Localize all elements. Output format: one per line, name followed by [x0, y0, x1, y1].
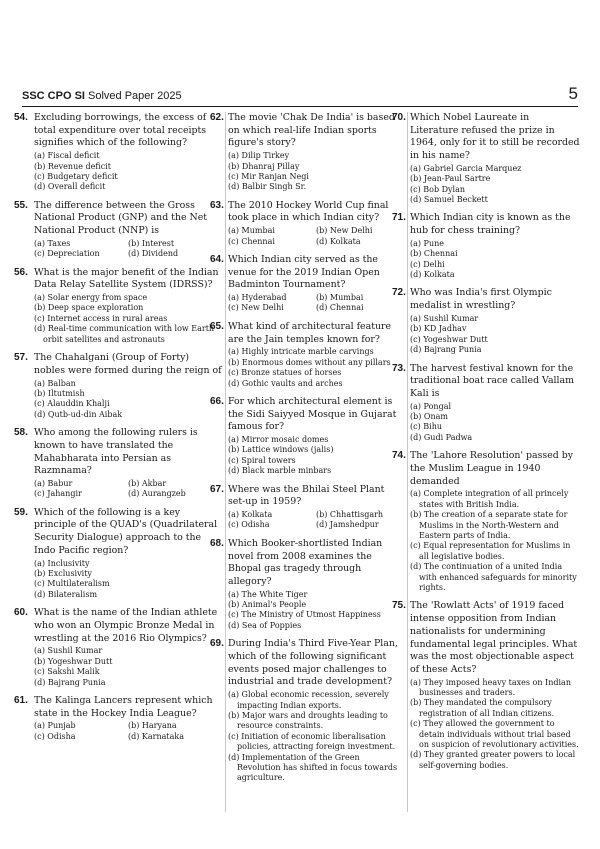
question-text: The 'Lahore Resolution' passed by the Muslim League in 1940 demanded — [410, 450, 574, 487]
page-header — [22, 86, 578, 104]
options-list — [34, 646, 222, 688]
answer-option: (a) Global economic recession, severely impacting Indian exports. — [228, 690, 389, 710]
question-item — [392, 287, 580, 355]
answer-option: (d) Bilateralism — [34, 589, 98, 599]
options-list — [34, 479, 222, 500]
column-3 — [392, 112, 580, 813]
answer-option: (c) Chennai — [228, 236, 275, 246]
answer-option: (a) Punjab — [34, 721, 76, 731]
question-number: 75. — [392, 600, 406, 612]
answer-option: (c) Bob Dylan — [410, 184, 466, 194]
answer-option: (d) Jamshedpur — [316, 520, 379, 530]
answer-option: (d) Black marble minbars — [228, 466, 332, 476]
question-item — [210, 253, 404, 314]
question-item — [210, 395, 404, 477]
answer-option: (c) Multilateralism — [34, 579, 110, 589]
question-item — [210, 537, 404, 631]
question-row — [210, 199, 404, 225]
question-text: What is the major benefit of the Indian Data Relay Satellite System (IDRSS)? — [34, 266, 219, 291]
question-text: During India's Third Five-Year Plan, which of the following significant events posed major challenges to industrial and trade development? — [228, 638, 398, 688]
paper-name: Solved Paper 2025 — [88, 90, 182, 102]
answer-option: (c) Spiral towers — [228, 455, 296, 465]
answer-option: (d) Implementation of the Green Revolution has shifted in focus towards agriculture. — [228, 752, 398, 783]
question-row — [392, 450, 580, 488]
options-list — [34, 721, 222, 742]
question-item — [14, 506, 222, 600]
question-number: 59. — [14, 506, 28, 518]
question-row — [210, 253, 404, 292]
answer-option: (d) The continuation of a united India with enhanced safeguards for minority rights. — [410, 562, 577, 592]
question-number: 55. — [14, 199, 28, 211]
answer-option: (c) Odisha — [228, 520, 270, 530]
answer-option: (b) They mandated the compulsory registration of all Indian citizens. — [410, 698, 555, 718]
question-text: Which Indian city is known as the hub for chess training? — [410, 212, 571, 237]
question-text: The movie 'Chak De India' is based on which real-life Indian sports figure's story? — [228, 112, 395, 149]
question-text: Who among the following rulers is known to have translated the Mahabharata into Persian as Razmnama? — [34, 427, 198, 477]
question-text: What kind of architectural feature are the Jain temples known for? — [228, 320, 392, 345]
answer-option: (b) Major wars and droughts leading to resource constraints. — [228, 710, 388, 731]
question-item — [14, 427, 222, 500]
answer-option: (a) Balban — [34, 378, 76, 388]
answer-option: (a) Babur — [34, 478, 73, 488]
answer-option: (c) The Ministry of Utmost Happiness — [228, 610, 381, 620]
answer-option: (c) Depreciation — [34, 249, 100, 259]
answer-option: (b) Interest — [128, 238, 175, 248]
question-item — [392, 450, 580, 593]
question-row — [210, 537, 404, 589]
options-list — [410, 314, 580, 356]
answer-option: (a) Pune — [410, 238, 444, 248]
options-list — [228, 226, 404, 247]
question-item — [210, 199, 404, 247]
answer-option: (b) Exclusivity — [34, 568, 92, 578]
question-item — [210, 483, 404, 531]
question-number: 64. — [210, 253, 224, 265]
question-item — [210, 320, 404, 389]
options-list — [228, 435, 404, 477]
options-list — [34, 559, 222, 601]
answer-option: (a) Dilip Tirkey — [228, 151, 290, 161]
question-item — [14, 266, 222, 345]
answer-option: (b) Mumbai — [316, 293, 364, 303]
answer-option: (c) Bihu — [410, 422, 443, 432]
answer-option: (b) Lattice windows (jalis) — [228, 445, 334, 455]
answer-option: (c) Budgetary deficit — [34, 171, 118, 181]
question-text: Which of the following is a key principle of the QUAD's (Quadrilateral Security Dialogue) approach to the Indo Pacific region? — [34, 506, 218, 556]
options-list — [228, 151, 404, 193]
answer-option: (b) Enormous domes without any pillars — [228, 357, 391, 367]
answer-option: (b) Iltutmish — [34, 388, 85, 398]
options-list — [34, 379, 222, 421]
answer-option: (c) Jahangir — [34, 489, 82, 499]
answer-option: (b) Akbar — [128, 478, 167, 488]
question-row — [392, 212, 580, 237]
question-number: 71. — [392, 212, 406, 224]
question-number: 54. — [14, 112, 28, 123]
question-item — [14, 694, 222, 742]
answer-option: (d) Bajrang Punia — [34, 677, 106, 687]
answer-option: (b) Onam — [410, 412, 448, 422]
question-text: Which Booker-shortlisted Indian novel from 2008 examines the Bhopal gas tragedy through allegory? — [228, 537, 383, 587]
answer-option: (a) Inclusivity — [34, 558, 90, 568]
answer-option: (a) The White Tiger — [228, 589, 308, 599]
question-text: The 'Rowlatt Acts' of 1919 faced intense opposition from Indian nationalists for undermining fundamental legal principles. What was the most objectionable aspect of these Acts? — [410, 600, 578, 675]
page-number: 5 — [568, 84, 578, 103]
answer-option: (d) Qutb-ud-din Aibak — [34, 409, 123, 419]
options-list — [228, 510, 404, 531]
question-text: The harvest festival known for the traditional boat race called Vallam Kali is — [410, 362, 575, 399]
series-name: SSC CPO SI — [22, 90, 85, 102]
question-row — [210, 638, 404, 689]
answer-option: (a) Pongal — [410, 401, 452, 411]
question-text: The Chahalgani (Group of Forty) nobles were formed during the reign of — [34, 352, 222, 376]
answer-option: (a) Highly intricate marble carvings — [228, 347, 374, 357]
question-item — [14, 607, 222, 688]
answer-option: (d) Chennai — [316, 303, 364, 313]
question-number: 63. — [210, 199, 224, 211]
question-row — [14, 352, 222, 377]
question-text: Who was India's first Olympic medalist in wrestling? — [410, 287, 552, 312]
options-list — [228, 590, 404, 632]
question-row — [14, 694, 222, 720]
answer-option: (c) Equal representation for Muslims in all legislative bodies. — [410, 541, 571, 561]
answer-option: (d) Sea of Poppies — [228, 620, 302, 630]
options-list — [410, 402, 580, 444]
answer-option: (a) Sushil Kumar — [34, 646, 103, 656]
answer-option: (b) Revenue deficit — [34, 161, 111, 171]
answer-option: (a) Solar energy from space — [34, 293, 148, 303]
answer-option: (b) The creation of a separate state for Muslims in the North-Western and Eastern parts of India. — [410, 510, 568, 540]
question-item — [14, 199, 222, 260]
answer-option: (c) Odisha — [34, 731, 76, 741]
answer-option: (d) Bajrang Punia — [410, 345, 482, 355]
answer-option: (c) Bronze statues of horses — [228, 368, 342, 378]
question-text: The Kalinga Lancers represent which state in the Hockey India League? — [34, 694, 213, 719]
question-item — [392, 212, 580, 280]
question-item — [392, 112, 580, 205]
options-list — [410, 678, 580, 772]
answer-option: (b) Chennai — [410, 249, 458, 259]
options-list — [228, 293, 404, 314]
options-list — [34, 239, 222, 260]
options-list — [410, 239, 580, 281]
question-number: 61. — [14, 694, 28, 706]
options-list — [34, 293, 222, 345]
answer-option: (a) Mumbai — [228, 226, 275, 236]
answer-option: (b) Dhanraj Pillay — [228, 161, 300, 171]
question-text: Which Nobel Laureate in Literature refused the prize in 1964, only for it to still be recorded in his name? — [410, 112, 580, 162]
answer-option: (d) Karnataka — [128, 731, 184, 741]
answer-option: (a) Sushil Kumar — [410, 313, 479, 323]
question-row — [14, 112, 222, 150]
answer-option: (d) Overall deficit — [34, 182, 106, 192]
answer-option: (c) Delhi — [410, 259, 445, 269]
answer-option: (d) Gothic vaults and arches — [228, 378, 343, 388]
question-text: The difference between the Gross National Product (GNP) and the Net National Product (NNP) is — [34, 199, 208, 237]
answer-option: (b) KD Jadhav — [410, 324, 467, 334]
question-number: 65. — [210, 320, 224, 332]
header-rule — [22, 106, 578, 107]
question-number: 62. — [210, 112, 224, 123]
answer-option: (a) Hyderabad — [228, 293, 287, 303]
answer-option: (a) Gabriel Garcia Marquez — [410, 163, 522, 173]
question-text: For which architectural element is the Sidi Saiyyed Mosque in Gujarat famous for? — [228, 395, 397, 433]
question-row — [210, 112, 404, 150]
question-item — [14, 352, 222, 420]
column-1 — [14, 112, 222, 813]
answer-option: (c) Internet access in rural areas — [34, 313, 168, 323]
answer-option: (a) They imposed heavy taxes on Indian businesses and traders. — [410, 677, 571, 698]
question-text: The 2010 Hockey World Cup final took place in which Indian city? — [228, 199, 389, 224]
question-number: 60. — [14, 607, 28, 619]
answer-option: (d) They granted greater powers to local self-governing bodies. — [410, 750, 576, 770]
question-number: 56. — [14, 266, 28, 278]
question-row — [210, 320, 404, 346]
options-list — [410, 489, 580, 593]
question-text: What is the name of the Indian athlete who won an Olympic Bronze Medal in wrestling at the 2016 Rio Olympics? — [34, 607, 218, 644]
answer-option: (a) Kolkata — [228, 510, 273, 520]
options-list — [410, 164, 580, 206]
question-item — [392, 600, 580, 771]
question-number: 73. — [392, 362, 406, 374]
question-item — [14, 112, 222, 193]
question-item — [392, 362, 580, 444]
question-number: 74. — [392, 450, 406, 462]
options-list — [34, 151, 222, 193]
question-row — [14, 607, 222, 645]
question-text: Excluding borrowings, the excess of total expenditure over total receipts signifies which of the following? — [34, 112, 207, 149]
question-row — [392, 112, 580, 163]
question-row — [392, 600, 580, 676]
question-item — [210, 638, 404, 783]
question-row — [210, 483, 404, 509]
answer-option: (b) Jean-Paul Sartre — [410, 174, 491, 184]
answer-option: (d) Gudi Padwa — [410, 432, 473, 442]
answer-option: (d) Dividend — [128, 249, 179, 259]
answer-option: (d) Real-time communication with low Earth orbit satellites and astronauts — [34, 324, 215, 344]
answer-option: (c) Yogeshwar Dutt — [410, 334, 488, 344]
question-item — [210, 112, 404, 193]
answer-option: (d) Kolkata — [316, 236, 361, 246]
question-number: 68. — [210, 537, 224, 549]
answer-option: (d) Aurangzeb — [128, 489, 186, 499]
answer-option: (a) Fiscal deficit — [34, 151, 100, 161]
question-number: 70. — [392, 112, 406, 123]
question-row — [14, 506, 222, 558]
answer-option: (b) Yogeshwar Dutt — [34, 656, 113, 666]
question-number: 58. — [14, 427, 28, 439]
column-2 — [210, 112, 404, 813]
options-list — [228, 690, 404, 784]
answer-option: (b) Chhattisgarh — [316, 510, 384, 520]
answer-option: (a) Mirror mosaic domes — [228, 435, 329, 445]
answer-option: (b) Haryana — [128, 721, 177, 731]
question-number: 57. — [14, 352, 28, 364]
question-number: 72. — [392, 287, 406, 299]
answer-option: (c) Alauddin Khalji — [34, 399, 110, 409]
question-number: 66. — [210, 395, 224, 407]
answer-option: (a) Taxes — [34, 238, 71, 248]
options-list — [228, 347, 404, 389]
answer-option: (b) New Delhi — [316, 226, 373, 236]
answer-option: (d) Samuel Beckett — [410, 195, 488, 205]
answer-option: (c) Mir Ranjan Negi — [228, 171, 309, 181]
question-row — [14, 199, 222, 238]
answer-option: (d) Balbir Singh Sr. — [228, 182, 307, 192]
question-number: 69. — [210, 638, 224, 650]
question-row — [392, 287, 580, 312]
answer-option: (c) Sakshi Malik — [34, 667, 100, 677]
answer-option: (c) Initiation of economic liberalisation policies, attracting foreign investment. — [228, 731, 396, 752]
answer-option: (c) New Delhi — [228, 303, 284, 313]
question-row — [14, 427, 222, 478]
paper-title — [22, 90, 182, 102]
answer-option: (a) Complete integration of all princely states with British India. — [410, 489, 569, 509]
answer-option: (c) They allowed the government to detain individuals without trial based on suspicion of revolutionary activities. — [410, 719, 579, 750]
question-row — [210, 395, 404, 434]
question-row — [14, 266, 222, 292]
question-number: 67. — [210, 483, 224, 495]
answer-option: (b) Deep space exploration — [34, 303, 144, 313]
answer-option: (b) Animal's People — [228, 600, 307, 610]
question-text: Which Indian city served as the venue for the 2019 Indian Open Badminton Tournament? — [228, 253, 380, 291]
question-text: Where was the Bhilai Steel Plant set-up in 1959? — [228, 483, 385, 508]
question-row — [392, 362, 580, 401]
answer-option: (d) Kolkata — [410, 270, 455, 280]
